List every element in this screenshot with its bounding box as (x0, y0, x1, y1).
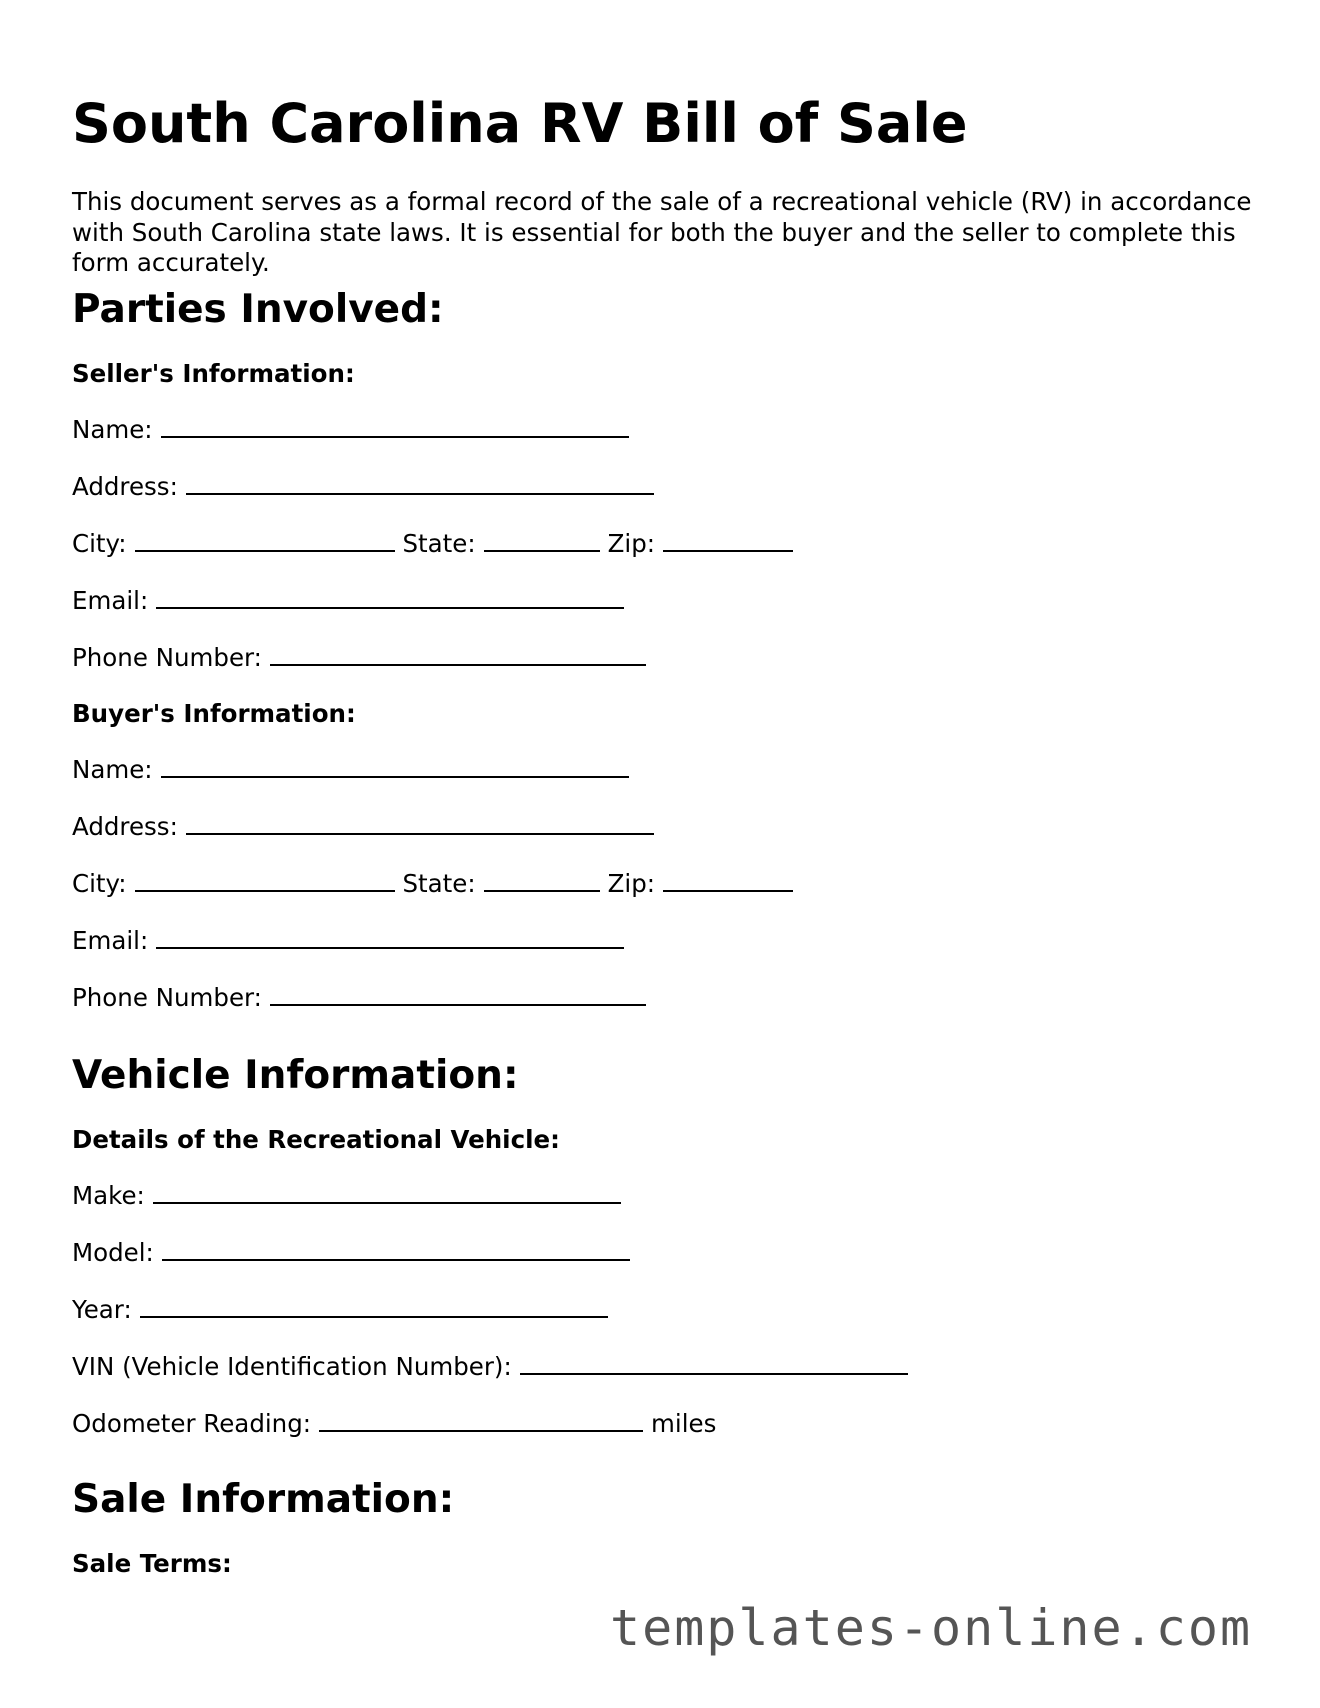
buyer-state-label: State: (402, 869, 476, 898)
seller-name-label: Name: (72, 415, 153, 444)
buyer-zip-label: Zip: (607, 869, 656, 898)
seller-city-state-zip-row (72, 524, 793, 560)
buyer-phone-row (72, 978, 646, 1014)
vehicle-vin-field[interactable] (520, 1347, 908, 1375)
buyer-email-row (72, 921, 624, 957)
buyer-city-state-zip-row (72, 864, 793, 900)
seller-email-field[interactable] (156, 581, 624, 609)
buyer-name-label: Name: (72, 755, 153, 784)
seller-name-row (72, 410, 629, 446)
buyer-address-row (72, 807, 654, 843)
vehicle-vin-label: VIN (Vehicle Identification Number): (72, 1352, 512, 1381)
seller-city-field[interactable] (135, 524, 395, 552)
vehicle-heading: Vehicle Information: (72, 1053, 519, 1098)
seller-city-label: City: (72, 529, 127, 558)
seller-phone-field[interactable] (270, 638, 646, 666)
buyer-email-label: Email: (72, 926, 149, 955)
vehicle-odometer-field[interactable] (319, 1404, 643, 1432)
vehicle-make-row (72, 1176, 621, 1212)
buyer-phone-field[interactable] (270, 978, 646, 1006)
seller-address-label: Address: (72, 472, 178, 501)
vehicle-year-field[interactable] (140, 1290, 608, 1318)
vehicle-year-row (72, 1290, 608, 1326)
vehicle-make-field[interactable] (153, 1176, 621, 1204)
seller-address-row (72, 467, 654, 503)
seller-email-label: Email: (72, 586, 149, 615)
buyer-state-field[interactable] (484, 864, 600, 892)
buyer-phone-label: Phone Number: (72, 983, 262, 1012)
seller-name-field[interactable] (161, 410, 629, 438)
vehicle-vin-row (72, 1347, 908, 1383)
watermark-text: templates-online.com (610, 1599, 1253, 1657)
vehicle-model-field[interactable] (162, 1233, 630, 1261)
buyer-city-field[interactable] (135, 864, 395, 892)
buyer-info-heading: Buyer's Information: (72, 699, 356, 728)
vehicle-model-label: Model: (72, 1238, 154, 1267)
seller-state-field[interactable] (484, 524, 600, 552)
intro-paragraph: This document serves as a formal record of the sale of a recreational vehicle (RV) in accordance with South Carolina state laws. It is essential for both the buyer and the seller to complete this form accurately. (72, 187, 1252, 277)
seller-address-field[interactable] (186, 467, 654, 495)
seller-zip-field[interactable] (663, 524, 793, 552)
buyer-email-field[interactable] (156, 921, 624, 949)
seller-phone-row (72, 638, 646, 674)
vehicle-odometer-row (72, 1404, 716, 1440)
document-title: South Carolina RV Bill of Sale (72, 92, 968, 155)
buyer-address-label: Address: (72, 812, 178, 841)
seller-email-row (72, 581, 624, 617)
vehicle-make-label: Make: (72, 1181, 145, 1210)
buyer-name-row (72, 750, 629, 786)
vehicle-details-heading: Details of the Recreational Vehicle: (72, 1125, 560, 1154)
sale-terms-heading: Sale Terms: (72, 1549, 232, 1578)
buyer-city-label: City: (72, 869, 127, 898)
vehicle-year-label: Year: (72, 1295, 132, 1324)
seller-phone-label: Phone Number: (72, 643, 262, 672)
seller-info-heading: Seller's Information: (72, 359, 355, 388)
sale-heading: Sale Information: (72, 1477, 455, 1522)
parties-heading: Parties Involved: (72, 287, 444, 332)
vehicle-model-row (72, 1233, 630, 1269)
buyer-name-field[interactable] (161, 750, 629, 778)
seller-zip-label: Zip: (607, 529, 656, 558)
buyer-zip-field[interactable] (663, 864, 793, 892)
buyer-address-field[interactable] (186, 807, 654, 835)
vehicle-odometer-unit: miles (651, 1409, 717, 1438)
vehicle-odometer-label: Odometer Reading: (72, 1409, 312, 1438)
seller-state-label: State: (402, 529, 476, 558)
